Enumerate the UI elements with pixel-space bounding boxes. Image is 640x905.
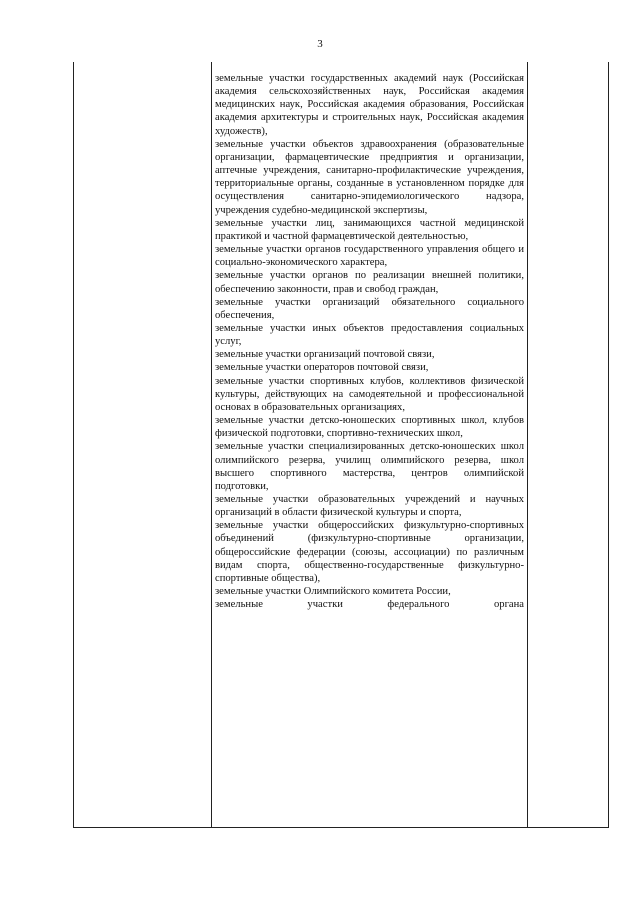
paragraph: земельные участки иных объектов предоставления социальных услуг, — [215, 322, 524, 348]
paragraph: земельные участки специализированных детско-юношеских школ олимпийского резерва, училищ олимпийского резерва, школ высшего спортивного мастерства, центров олимпийской подготовки, — [215, 441, 524, 492]
table-border-left — [73, 62, 74, 828]
table-border-right — [608, 62, 609, 828]
paragraph: земельные участки государственных академий наук (Российская академия сельскохозяйственных наук, Российская академия медицинских наук, Российская академия образования, Российская академия архитектуры и строительных наук, Российская академия художеств), — [215, 73, 524, 137]
table-cell-land-plots — [215, 72, 524, 611]
paragraph: земельные участки спортивных клубов, коллективов физической культуры, действующих на самодеятельной и профессиональной основах в образовательных организациях, — [215, 375, 524, 413]
paragraph: земельные участки органов по реализации внешней политики, обеспечению законности, прав и свобод граждан, — [215, 270, 524, 295]
table-border-col2 — [527, 62, 528, 828]
paragraph: земельные участки лиц, занимающихся частной медицинской практикой и частной фармацевтической деятельностью, — [215, 217, 524, 242]
paragraph: земельные участки операторов почтовой связи, — [215, 362, 429, 374]
paragraph: земельные участки детско-юношеских спортивных школ, клубов физической подготовки, спортивно-технических школ, — [215, 415, 524, 440]
paragraph: земельные участки организаций почтовой связи, — [215, 349, 435, 361]
table-border-col1 — [211, 62, 212, 828]
page-number: 3 — [317, 38, 323, 50]
paragraph: земельные участки образовательных учреждений и научных организаций в области физической культуры и спорта, — [215, 494, 524, 519]
table-border-bottom — [73, 827, 609, 828]
paragraph: земельные участки Олимпийского комитета России, — [215, 586, 451, 598]
paragraph: земельные участки организаций обязательного социального обеспечения, — [215, 296, 524, 321]
paragraph: земельные участки федерального органа — [215, 599, 524, 611]
paragraph: земельные участки объектов здравоохранения (образовательные организации, фармацевтические предприятия и организации, аптечные учреждения, санитарно-профилактические учреждения, территориальные органы, созданные в установленном порядке для осуществления санитарно-эпидемиологического надзора, учреждения судебно-медицинской экспертизы, — [215, 138, 524, 216]
paragraph: земельные участки общероссийских физкультурно-спортивных объединений (физкультурно-спортивные организации, общероссийские федерации (союзы, ассоциации) по различным видам спорта, общественно-государственные физкультурно-спортивные общества), — [215, 520, 524, 584]
paragraph: земельные участки органов государственного управления общего и социально-экономического характера, — [215, 244, 524, 269]
